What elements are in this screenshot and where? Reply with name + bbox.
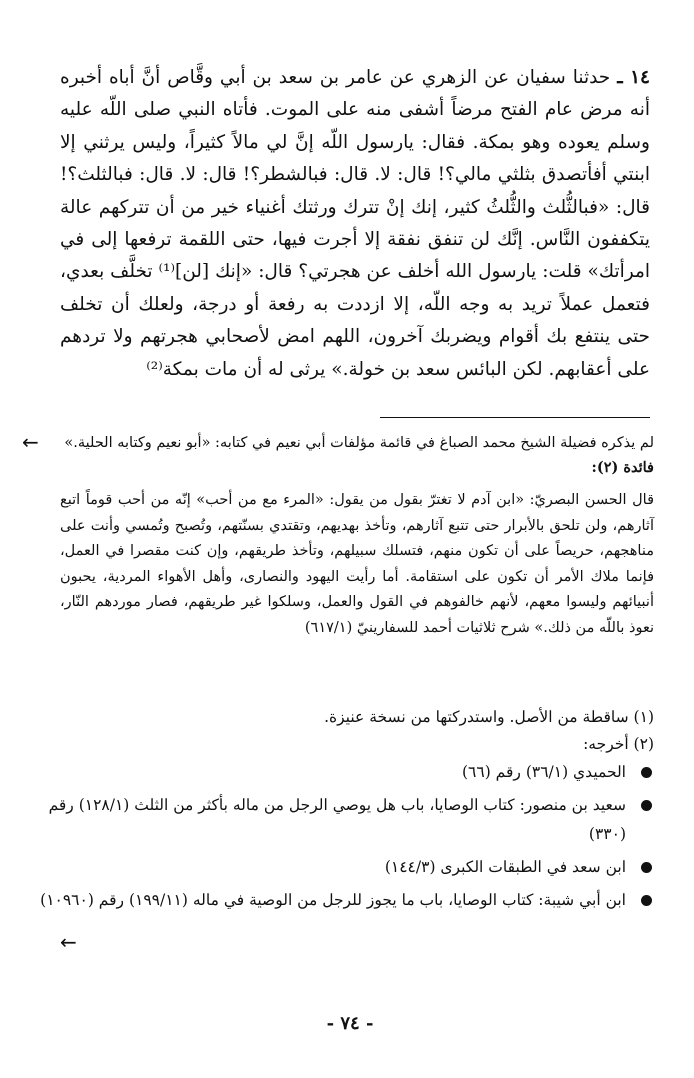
list-item	[34, 758, 654, 787]
arrow-left-icon: ←	[22, 430, 39, 454]
footnote-2: (٢) أخرجه:	[583, 735, 654, 753]
sources-list	[34, 758, 654, 919]
hadith-body: حدثنا سفيان عن الزهري عن عامر بن سعد بن أبي وقَّاص أنَّ أباه أخبره أنه مرض عام الفتح مرضاً أشفى منه على الموت. فأتاه النبي صلى اللّه عليه وسلم يعوده وهو بمكة. فقال: يارسول اللّه إنَّ لي مالاً كثيراً، وليس يرثني إلا ابنتي أفأتصدق بثلثي مالي؟! قال: لا. قال: فبالشطر؟! قال: لا. قال: فبالثلث؟! قال: «فبالثُّلث والثُّلثُ كثير، إنك إنْ تترك ورثتك أغنياء خير من أن تتركهم عالة يتكففون النَّاس. إنَّك لن تنفق نفقة إلا أجرت فيها، حتى اللقمة ترفعها إلى في امرأتك» قلت: يارسول الله أخلف عن هجرتي؟ قال: «إنك [لن]⁽¹⁾ تخلَّف بعدي، فتعمل عملاً تريد به وجه اللّه، إلا ازددت به رفعة أو درجة، ولعلك أن تخلف حتى ينتفع بك أقوام ويضربك آخرون، اللهم امض لأصحابي هجرتهم ولا تردهم على أعقابهم. لكن البائس سعد بن خولة.» يرثى له أن مات بمكة⁽²⁾	[60, 67, 651, 380]
continued-note-heading: فائدة (٢):	[591, 459, 654, 476]
main-text	[60, 62, 650, 386]
bullet-icon	[641, 862, 652, 873]
footnote-separator	[380, 417, 650, 418]
list-item-text: ابن سعد في الطبقات الكبرى (١٤٤/٣)	[384, 858, 626, 876]
bullet-icon	[641, 767, 652, 778]
list-item-text: ابن أبي شيبة: كتاب الوصايا، باب ما يجوز للرجل من الوصية في ماله (١٩٩/١١) رقم (١٠٩٦٠)	[40, 891, 626, 909]
page-number: - ٧٤ -	[326, 1013, 374, 1034]
footnote-1: (١) ساقطة من الأصل. واستدركتها من نسخة عنيزة.	[324, 708, 654, 726]
arrow-left-icon: ←	[60, 930, 77, 954]
continued-note-paragraph: قال الحسن البصريّ: «ابن آدم لا تغترّ بقول من يقول: «المرء مع من أحب» إنّه من أحب قوماً اتبع آثارهم، ولن تلحق بالأبرار حتى تتبع آثارهم، وتأخذ بهديهم، وتقتدي بسنّتهم، وتُصبح وتُمسي وأنت على مناهجهم، حريصاً على أن تكون منهم، فتسلك سبيلهم، وتأخذ طريقهم، وإن كنت مقصرا في العمل، فإنما ملاك الأمر أن تكون على استقامة. أما رأيت اليهود والنصارى، وأهل الأهواء المردية، يحبون أنبيائهم وليسوا معهم، لأنهم خالفوهم في القول والعمل، وسلكوا غير طريقهم، فصار موردهم النّار، نعوذ باللّه من ذلك.» شرح ثلاثيات أحمد للسفارينيّ (٦١٧/١)	[60, 492, 654, 636]
list-item	[34, 791, 654, 849]
continued-note-line1: لم يذكره فضيلة الشيخ محمد الصباغ في قائمة مؤلفات أبي نعيم في كتابه: «أبو نعيم وكتابه الحلية.»	[64, 435, 654, 451]
bullet-icon	[641, 800, 652, 811]
bullet-icon	[641, 895, 652, 906]
hadith-number: ١٤ ـ	[617, 67, 650, 88]
list-item	[34, 886, 654, 915]
list-item	[34, 853, 654, 882]
list-item-text: سعيد بن منصور: كتاب الوصايا، باب هل يوصي الرجل من ماله بأكثر من الثلث (١٢٨/١) رقم (٣٣٠)	[48, 796, 626, 843]
list-item-text: الحميدي (٣٦/١) رقم (٦٦)	[461, 763, 626, 781]
